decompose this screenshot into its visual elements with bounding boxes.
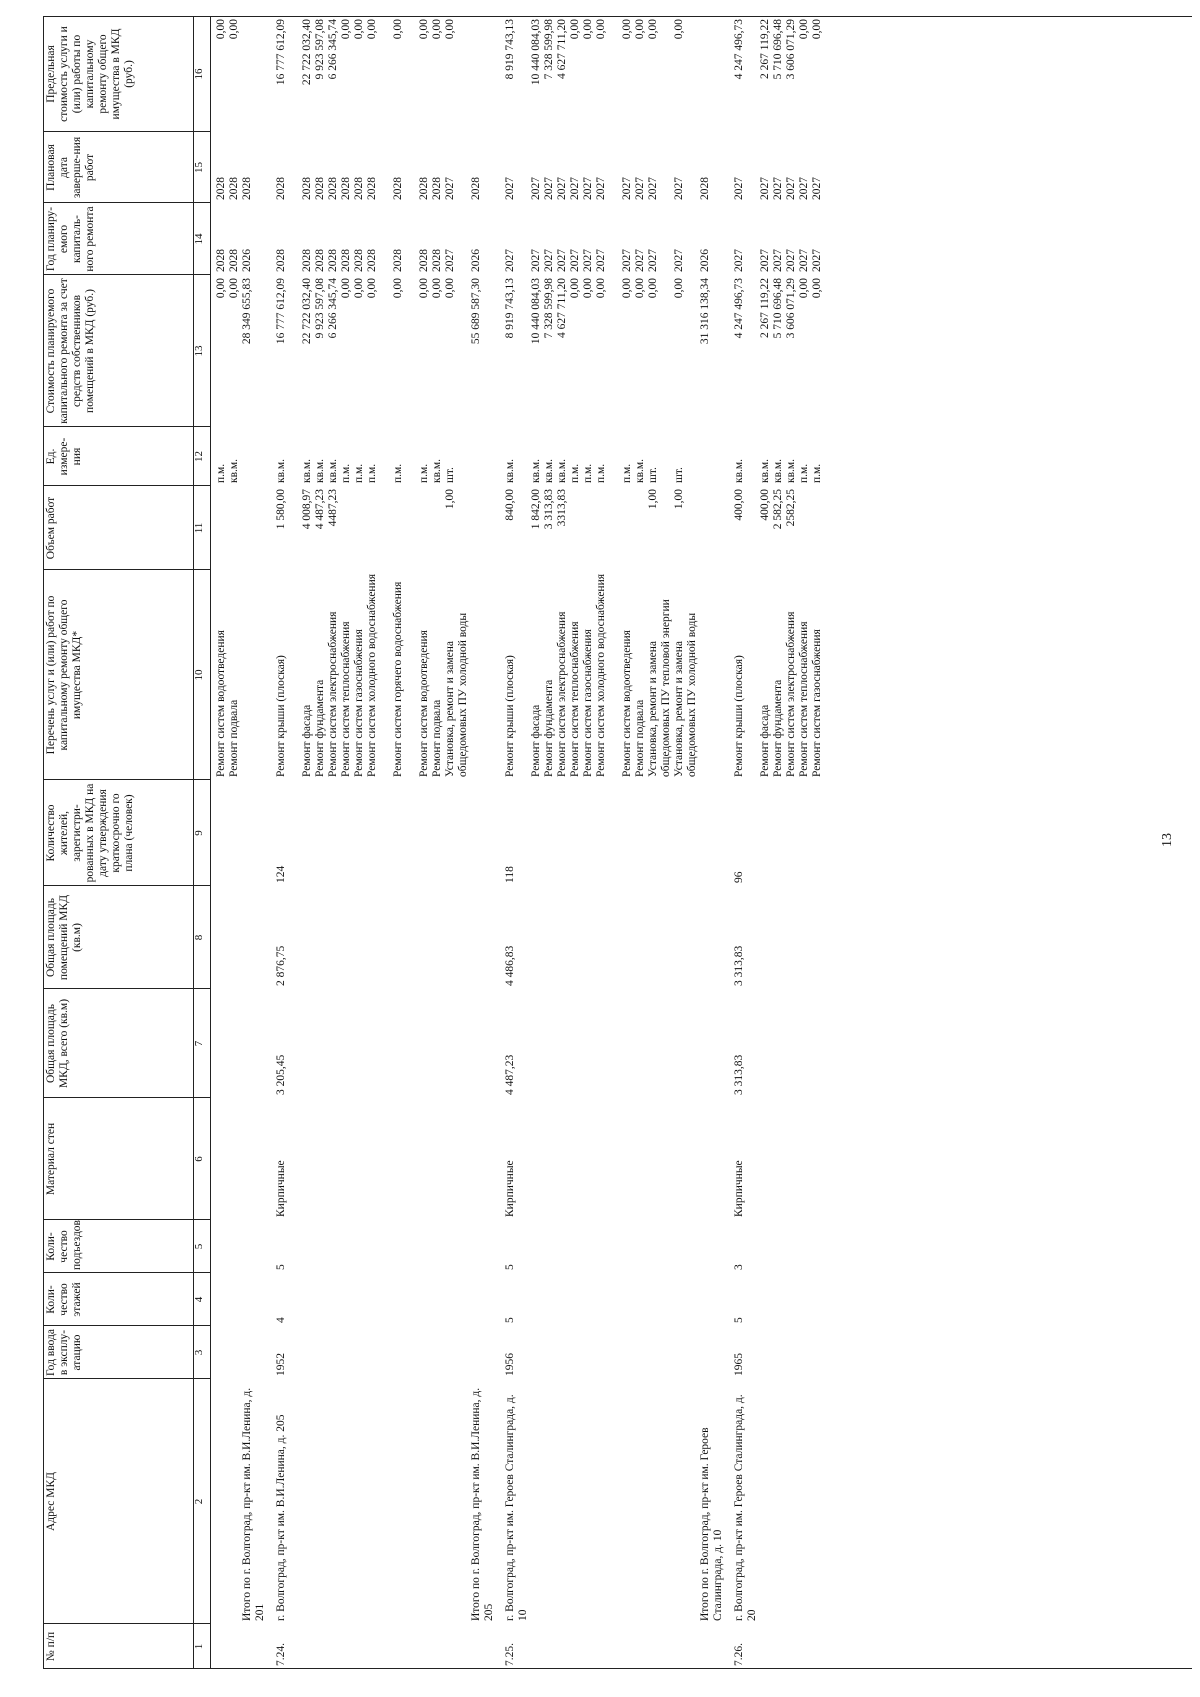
cell-work: Ремонт систем теплоснабжения [340,621,352,777]
header-col-3: Год ввода в эксплу-атацию [45,1329,83,1376]
cell-unit: шт. [673,467,685,483]
header-col-12: Ед. измере-ния [45,437,83,476]
cell-year: 2027 [733,249,745,272]
cell-end: 2027 [647,177,659,200]
cell-walls: Кирпичные [504,1160,516,1217]
cell-work: Ремонт систем теплоснабжения [569,621,581,777]
cell-vol: 4 008,97 [301,489,313,530]
cell-cost: 0,00 [621,278,633,299]
cell-year: 2028 [366,249,378,272]
cell-work: Ремонт фундамента [314,679,326,777]
cell-work: Ремонт фасада [759,704,771,777]
cell-work: Ремонт крыши (плоская) [733,655,745,777]
cell-addr: Итого по г. Волгоград, пр-кт им. В.И.Ленина, д. 201 [241,1387,266,1621]
cell-year: 2027 [785,249,797,272]
cell-entr: 5 [504,1264,516,1270]
cell-work: Ремонт систем холодного водоснабжения [595,573,607,777]
cell-work: Ремонт систем электроснабжения [327,611,339,777]
cell-cost: 0,00 [215,278,227,299]
cell-year: 2028 [353,249,365,272]
cell-work: Ремонт фундамента [772,679,784,777]
cell-limit: 0,00 [431,19,443,40]
cell-unit: п.м. [366,463,378,483]
cell-unit: кв.м. [556,458,568,483]
cell-vol: 1,00 [444,489,456,510]
cell-cost: 7 328 599,98 [543,278,555,339]
cell-limit: 7 328 599,98 [543,19,555,80]
header-col-9: Количество жителей, зарегистри-рованных в МКД на дату утверждения краткосрочно го плана (человек) [45,783,135,883]
cell-area_prem: 2 876,75 [275,945,287,986]
cell-unit: шт. [647,467,659,483]
cell-end: 2028 [353,177,365,200]
column-divider [43,1272,211,1273]
cell-end: 2028 [327,177,339,200]
cell-year: 2027 [772,249,784,272]
cell-unit: п.м. [340,463,352,483]
header-col-4: Коли-чество этажей [45,1282,83,1317]
cell-year: 2028 [275,249,287,272]
cell-end: 2027 [785,177,797,200]
cell-end: 2027 [582,177,594,200]
header-col-10: Перечень услуг и (или) работ по капитальному ремонту общего имущества МКД* [45,595,83,755]
cell-work: Ремонт подвала [634,699,646,777]
cell-walls: Кирпичные [275,1160,287,1217]
cell-end: 2027 [733,177,745,200]
cell-year: 2028 [301,249,313,272]
cell-unit: кв.м. [228,458,240,483]
cell-limit: 0,00 [392,19,404,40]
cell-limit: 0,00 [340,19,352,40]
cell-cost: 31 316 138,34 [699,278,711,345]
cell-limit: 0,00 [673,19,685,40]
cell-year: 2027 [543,249,555,272]
cell-unit: кв.м. [733,458,745,483]
cell-addr: Итого по г. Волгоград, пр-кт им. В.И.Ленина, д. 205 [470,1387,495,1621]
cell-vol: 2 582,25 [772,489,784,530]
cell-unit: п.м. [582,463,594,483]
cell-unit: кв.м. [314,458,326,483]
cell-work: Ремонт систем водоотведения [418,630,430,777]
cell-work: Ремонт систем водоотведения [215,630,227,777]
cell-limit: 2 267 119,22 [759,19,771,79]
cell-year: 2027 [811,249,823,272]
cell-end: 2027 [621,177,633,200]
cell-work: Ремонт подвала [228,699,240,777]
cell-end: 2028 [392,177,404,200]
cell-vol: 3313,83 [556,489,568,527]
cell-unit: п.м. [569,463,581,483]
cell-end: 2027 [444,177,456,200]
cell-unit: кв.м. [634,458,646,483]
header-col-6: Материал стен [45,1122,57,1196]
cell-cost: 0,00 [340,278,352,299]
cell-end: 2027 [595,177,607,200]
cell-area_prem: 3 313,83 [733,945,745,986]
cell-cost: 0,00 [634,278,646,299]
column-divider [43,885,211,886]
cell-cost: 0,00 [228,278,240,299]
cell-end: 2028 [470,177,482,200]
cell-limit: 5 710 696,48 [772,19,784,80]
cell-residents: 124 [275,865,287,883]
cell-no: 7.24. [275,1643,287,1666]
header-col-8: Общая площадь помещений МКД (кв.м) [45,894,83,981]
cell-work: Ремонт систем газоснабжения [353,629,365,777]
column-number-16: 16 [193,68,205,80]
column-number-3: 3 [193,1349,205,1356]
cell-vol: 2582,25 [785,489,797,527]
cell-year: 2027 [595,249,607,272]
cell-end: 2027 [759,177,771,200]
cell-cost: 0,00 [647,278,659,299]
cell-walls: Кирпичные [733,1160,745,1217]
cell-built: 1952 [275,1353,287,1376]
header-col-14: Год планиру-емого капиталь-ного ремонта [45,206,96,272]
cell-vol: 1,00 [673,489,685,510]
cell-year: 2027 [556,249,568,272]
cell-end: 2027 [634,177,646,200]
cell-limit: 0,00 [418,19,430,40]
cell-work: Ремонт фундамента [543,679,555,777]
header-col-1: № п/п [45,1631,57,1662]
cell-unit: п.м. [215,463,227,483]
cell-end: 2027 [504,177,516,200]
column-divider [43,779,211,780]
cell-built: 1965 [733,1353,745,1376]
capital-repair-table [43,16,1192,1669]
cell-floors: 5 [504,1317,516,1323]
cell-cost: 0,00 [582,278,594,299]
cell-area: 4 487,23 [504,1054,516,1095]
cell-unit: п.м. [621,463,633,483]
cell-unit: п.м. [798,463,810,483]
cell-limit: 0,00 [582,19,594,40]
cell-limit: 0,00 [621,19,633,40]
header-number-divider [193,16,194,1669]
cell-year: 2027 [673,249,685,272]
column-number-13: 13 [193,345,205,357]
cell-limit: 3 606 071,29 [785,19,797,80]
cell-no: 7.26. [733,1643,745,1666]
cell-cost: 55 689 587,30 [470,278,482,345]
cell-unit: кв.м. [431,458,443,483]
column-number-14: 14 [193,233,205,245]
cell-cost: 3 606 071,29 [785,278,797,339]
cell-vol: 3 313,83 [543,489,555,530]
cell-year: 2027 [759,249,771,272]
cell-year: 2026 [699,249,711,272]
cell-year: 2027 [569,249,581,272]
page-number: 13 [1160,833,1175,847]
cell-unit: п.м. [392,463,404,483]
cell-unit: кв.м. [772,458,784,483]
cell-year: 2028 [314,249,326,272]
cell-entr: 3 [733,1264,745,1270]
cell-cost: 4 627 711,20 [556,278,568,338]
column-number-11: 11 [193,522,205,534]
cell-vol: 4 487,23 [314,489,326,530]
cell-vol: 400,00 [759,489,771,521]
cell-cost: 28 349 655,83 [241,278,253,345]
cell-area: 3 205,45 [275,1054,287,1095]
cell-work: Установка, ремонт и замена общедомовых ПУ холодной воды [444,612,469,777]
cell-end: 2028 [366,177,378,200]
cell-cost: 0,00 [418,278,430,299]
cell-cost: 10 440 084,03 [530,278,542,345]
cell-limit: 9 923 597,08 [314,19,326,80]
cell-cost: 9 923 597,08 [314,278,326,339]
column-divider [43,1325,211,1326]
column-divider [43,569,211,570]
header-col-16: Предельная стоимость услуги и (или) работы по капитальному ремонту общего имущества в МКД (руб.) [45,26,135,122]
cell-work: Ремонт подвала [431,699,443,777]
cell-end: 2027 [798,177,810,200]
cell-work: Ремонт систем теплоснабжения [798,621,810,777]
cell-year: 2027 [647,249,659,272]
cell-end: 2027 [569,177,581,200]
header-col-15: Плановая дата заверше-ния работ [45,136,96,199]
column-number-4: 4 [193,1296,205,1303]
cell-work: Ремонт систем электроснабжения [556,611,568,777]
column-divider [43,1219,211,1220]
cell-year: 2027 [530,249,542,272]
cell-unit: п.м. [595,463,607,483]
cell-end: 2028 [241,177,253,200]
cell-year: 2028 [418,249,430,272]
cell-limit: 4 247 496,73 [733,19,745,80]
header-col-5: Коли-чество подъездов [45,1220,83,1270]
cell-work: Ремонт крыши (плоская) [504,655,516,777]
cell-cost: 5 710 696,48 [772,278,784,339]
cell-work: Ремонт систем электроснабжения [785,611,797,777]
cell-limit: 22 722 032,40 [301,19,313,86]
cell-cost: 8 919 743,13 [504,278,516,339]
cell-end: 2028 [215,177,227,200]
cell-limit: 0,00 [569,19,581,40]
cell-unit: кв.м. [275,458,287,483]
cell-year: 2028 [327,249,339,272]
cell-cost: 0,00 [811,278,823,299]
column-divider [43,1623,211,1624]
cell-area_prem: 4 486,83 [504,945,516,986]
column-number-7: 7 [193,1040,205,1047]
cell-addr: г. Волгоград, пр-кт им. Героев Сталинграда, д. 20 [733,1394,758,1621]
column-number-2: 2 [193,1498,205,1505]
cell-limit: 0,00 [366,19,378,40]
column-number-1: 1 [193,1643,205,1650]
cell-work: Ремонт систем газоснабжения [811,629,823,777]
cell-unit: кв.м. [504,458,516,483]
cell-unit: шт. [444,467,456,483]
cell-unit: кв.м. [543,458,555,483]
column-number-10: 10 [193,669,205,681]
column-number-5: 5 [193,1243,205,1250]
cell-year: 2028 [215,249,227,272]
column-number-6: 6 [193,1156,205,1162]
cell-limit: 0,00 [647,19,659,40]
cell-work: Установка, ремонт и замена общедомовых ПУ тепловой энергии [647,599,672,777]
cell-end: 2027 [772,177,784,200]
cell-area: 3 313,83 [733,1054,745,1095]
cell-floors: 5 [733,1317,745,1323]
cell-year: 2027 [582,249,594,272]
cell-cost: 6 266 345,74 [327,278,339,339]
cell-cost: 0,00 [366,278,378,299]
cell-vol: 1 580,00 [275,489,287,530]
cell-end: 2028 [418,177,430,200]
cell-end: 2028 [228,177,240,200]
cell-unit: кв.м. [530,458,542,483]
cell-limit: 0,00 [811,19,823,40]
cell-end: 2027 [556,177,568,200]
cell-addr: г. Волгоград, пр-кт им. Героев Сталинграда, д. 10 [504,1394,529,1621]
cell-year: 2026 [470,249,482,272]
cell-work: Ремонт систем газоснабжения [582,629,594,777]
header-col-2: Адрес МКД [45,1471,57,1532]
cell-cost: 0,00 [392,278,404,299]
column-divider [43,202,211,203]
cell-work: Установка, ремонт и замена общедомовых ПУ холодной воды [673,612,698,777]
cell-addr: г. Волгоград, пр-кт им. В.И.Ленина, д. 205 [275,1414,287,1621]
cell-cost: 0,00 [673,278,685,299]
cell-limit: 8 919 743,13 [504,19,516,80]
header-col-7: Общая площадь МКД, всего (кв.м) [45,998,70,1089]
cell-end: 2027 [673,177,685,200]
cell-unit: кв.м. [301,458,313,483]
cell-work: Ремонт фасада [301,704,313,777]
cell-year: 2026 [241,249,253,272]
cell-end: 2027 [530,177,542,200]
cell-end: 2028 [699,177,711,200]
cell-limit: 4 627 711,20 [556,19,568,79]
cell-unit: кв.м. [759,458,771,483]
cell-limit: 0,00 [595,19,607,40]
cell-end: 2028 [275,177,287,200]
cell-cost: 0,00 [444,278,456,299]
cell-cost: 16 777 612,09 [275,278,287,345]
column-number-12: 12 [193,451,205,462]
cell-end: 2028 [340,177,352,200]
column-divider [43,274,211,275]
cell-work: Ремонт фасада [530,704,542,777]
cell-limit: 0,00 [353,19,365,40]
cell-vol: 400,00 [733,489,745,521]
column-divider [43,1378,211,1379]
cell-year: 2027 [444,249,456,272]
cell-vol: 4487,23 [327,489,339,527]
cell-year: 2027 [634,249,646,272]
cell-end: 2028 [301,177,313,200]
cell-cost: 22 722 032,40 [301,278,313,345]
cell-cost: 0,00 [569,278,581,299]
cell-limit: 0,00 [444,19,456,40]
cell-limit: 0,00 [798,19,810,40]
cell-no: 7.25. [504,1643,516,1666]
column-number-15: 15 [193,162,205,173]
cell-year: 2027 [798,249,810,272]
cell-year: 2028 [340,249,352,272]
cell-work: Ремонт систем горячего водоснабжения [392,581,404,777]
column-number-8: 8 [193,934,205,941]
cell-end: 2028 [431,177,443,200]
cell-unit: п.м. [418,463,430,483]
cell-limit: 6 266 345,74 [327,19,339,80]
header-col-11: Объем работ [45,496,57,560]
column-number-9: 9 [193,830,205,836]
column-divider [43,131,211,132]
cell-end: 2027 [811,177,823,200]
cell-end: 2027 [543,177,555,200]
column-divider [43,988,211,989]
cell-limit: 0,00 [215,19,227,40]
cell-limit: 0,00 [228,19,240,40]
cell-year: 2028 [392,249,404,272]
cell-cost: 4 247 496,73 [733,278,745,339]
cell-work: Ремонт систем водоотведения [621,630,633,777]
cell-residents: 96 [733,871,745,883]
cell-vol: 1 842,00 [530,489,542,530]
cell-unit: кв.м. [785,458,797,483]
cell-unit: п.м. [811,463,823,483]
cell-limit: 10 440 084,03 [530,19,542,86]
cell-year: 2027 [504,249,516,272]
cell-entr: 5 [275,1264,287,1270]
cell-built: 1956 [504,1353,516,1376]
cell-unit: кв.м. [327,458,339,483]
cell-cost: 0,00 [431,278,443,299]
cell-cost: 0,00 [595,278,607,299]
cell-year: 2028 [431,249,443,272]
column-divider [43,1097,211,1098]
cell-work: Ремонт крыши (плоская) [275,655,287,777]
cell-year: 2027 [621,249,633,272]
cell-limit: 16 777 612,09 [275,19,287,86]
cell-cost: 0,00 [798,278,810,299]
cell-limit: 0,00 [634,19,646,40]
cell-floors: 4 [275,1317,287,1323]
header-col-13: Стоимость планируемого капитального ремонта за счет средств собственников помещений в МКД (руб.) [45,278,96,424]
cell-residents: 118 [504,866,516,883]
column-divider [43,426,211,427]
column-divider [43,485,211,486]
cell-cost: 0,00 [353,278,365,299]
cell-end: 2028 [314,177,326,200]
cell-unit: п.м. [353,463,365,483]
cell-work: Ремонт систем холодного водоснабжения [366,573,378,777]
cell-addr: Итого по г. Волгоград, пр-кт им. Героев Сталинграда, д. 10 [699,1427,724,1621]
cell-year: 2028 [228,249,240,272]
cell-vol: 1,00 [647,489,659,510]
cell-vol: 840,00 [504,489,516,521]
cell-cost: 2 267 119,22 [759,278,771,338]
